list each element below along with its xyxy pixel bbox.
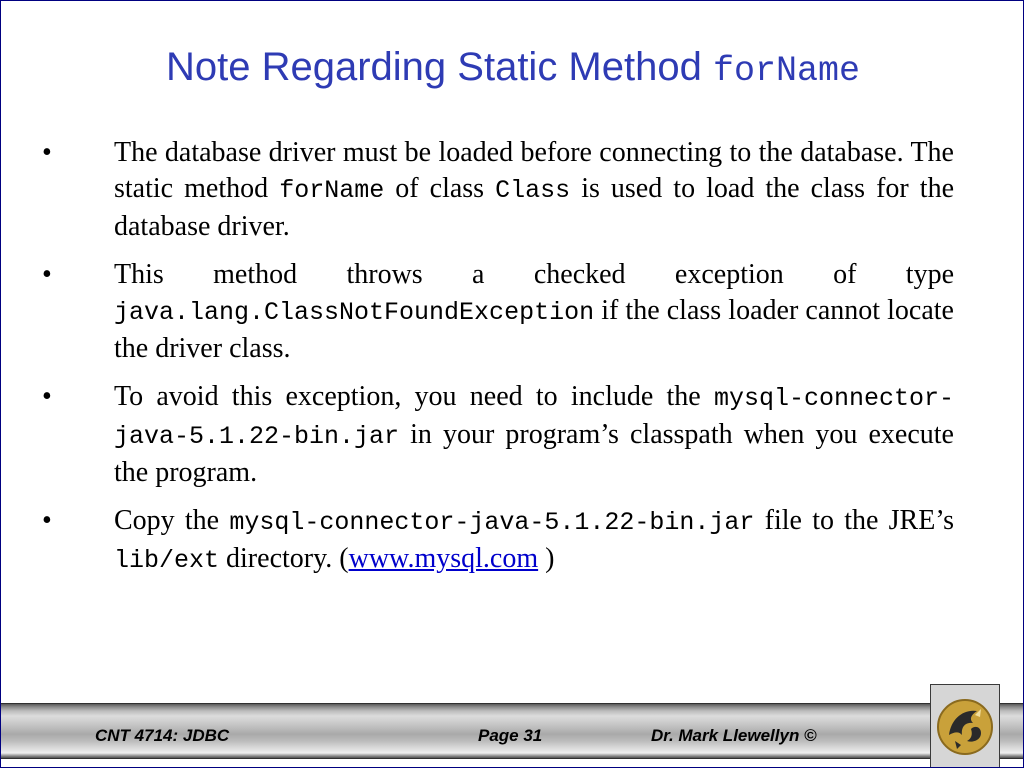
inline-code: Class	[495, 176, 571, 205]
bullet-text	[114, 503, 954, 579]
bullet-marker: •	[42, 259, 52, 290]
text-run: This method throws a checked exception of type	[114, 259, 954, 290]
logo-box	[930, 684, 1000, 768]
bullet-item	[1, 379, 1024, 491]
text-run: is used to load the class for the database driver.	[114, 173, 955, 242]
text-run: if the class loader cannot locate the driver class.	[114, 295, 954, 364]
slide-title	[1, 39, 1024, 99]
title-code: forName	[712, 51, 860, 91]
bullet-marker: •	[42, 505, 52, 536]
ucf-pegasus-logo-icon	[935, 695, 995, 759]
bullet-text	[114, 135, 954, 245]
title-text: Note Regarding Static Method	[165, 45, 702, 89]
bullet-marker: •	[42, 381, 52, 412]
text-run: Copy the	[114, 505, 230, 536]
inline-code: forName	[279, 176, 385, 205]
bullet-list	[1, 135, 1024, 591]
bullet-item	[1, 503, 1024, 579]
text-run: of class	[384, 173, 496, 204]
text-run: directory. (	[219, 543, 349, 574]
inline-code: java.lang.ClassNotFoundException	[114, 298, 595, 327]
text-run: )	[538, 543, 555, 574]
footer-page-number: Page 31	[478, 726, 543, 745]
bullet-text	[114, 257, 954, 367]
text-run: The database driver must be loaded before connecting to the database. The static method	[114, 137, 954, 204]
inline-code: mysql-connector-java-5.1.22-bin.jar	[229, 508, 755, 537]
text-run: To avoid this exception, you need to include the	[114, 381, 714, 412]
bullet-marker: •	[42, 137, 52, 168]
footer-course: CNT 4714: JDBC	[95, 726, 230, 745]
inline-code: mysql-connector-java-5.1.22-bin.jar	[114, 384, 954, 451]
bullet-item	[1, 257, 1024, 367]
text-run: file to the JRE’s	[754, 505, 954, 536]
bullet-text	[114, 379, 954, 491]
link-mysql[interactable]: www.mysql.com	[348, 543, 539, 574]
footer-author: Dr. Mark Llewellyn ©	[651, 726, 817, 745]
bullet-item	[1, 135, 1024, 245]
text-run: in your program’s classpath when you execute the program.	[114, 419, 954, 488]
inline-code: lib/ext	[114, 546, 220, 575]
